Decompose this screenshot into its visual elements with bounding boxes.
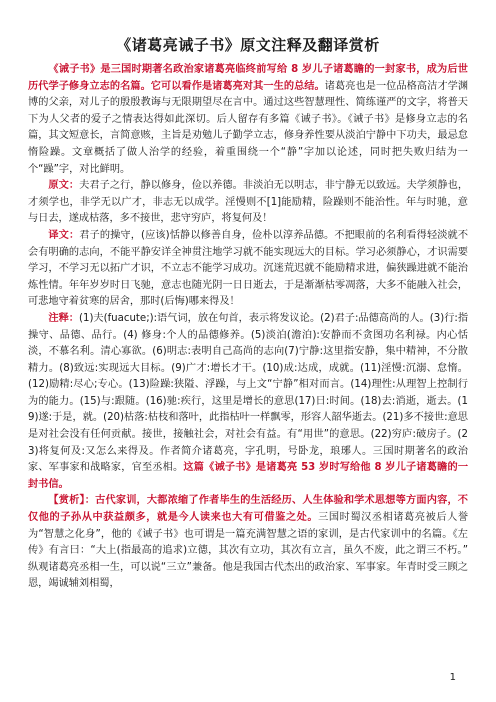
translation-paragraph [28,228,468,311]
translation-label: 译文： [48,229,80,241]
notes-text: (1)夫(fuacute;):语气词，放在句首，表示将发议论。(2)君子:品德高尚的人。(3)行:指操守、品德、品行。(4) 修身:个人的品德修养。(5)淡泊(澹泊):安静而不贪图功名利禄。内心恬淡，不慕名利。清心寡欲。(6)明志:表明自己高尚的志向(7)宁静:这里指安静，集中精神，不分散精力。(8)致远:实现远大目标。(9)广才:增长才干。(10)成:达成，成就。(11)淫慢:沉溺、怠惰。(12)励精:尽心;专心。(13)险躁:狭隘、浮躁，与上文“宁静”相对而言。(14)理性:从理智上控制行为的能力。(15)与:跟随。(16)驰:疾行，这里是增长的意思(17)日:时间。(18)去:消逝，逝去。(19)遂:于是，就。(20)枯落:枯枝和落叶，此指枯叶一样飘零，形容人韶华逝去。(21)多不接世:意思是对社会没有任何贡献。接世，接触社会，对社会有益。有“用世”的意思。(22)穷庐:破房子。(23)将复何及:又怎么来得及。作者简介诸葛亮，字孔明，号卧龙，琅琊人。三国时期著名的政治家、军事家和战略家，官至丞相。 [28,312,469,474]
original-label: 原文： [48,180,80,192]
notes-highlight: 这篇《诫子书》是诸葛亮 53 岁时写给他 8 岁儿子诸葛瞻的一封书信。 [28,462,469,490]
original-text: 夫君子之行，静以修身，俭以养德。非淡泊无以明志，非宁静无以致远。夫学须静也，才须学也，非学无以广才，非志无以成学。淫慢则不[1]能励精，险躁则不能治性。年与时驰，意与日去，遂成枯落，多不接世，悲守穷庐，将复何及！ [28,180,469,225]
original-paragraph [28,178,468,228]
intro-paragraph [28,62,468,178]
appreciation-text: 三国时蜀汉丞相诸葛亮被后人誉为“智慧之化身”，他的《诫子书》也可谓是一篇充满智慧之语的家训，是古代家训中的名篇。《左传》有言曰：“大上(指最高的追求)立德，其次有立功，其次有立言，虽久不废，此之谓三不朽。” 纵观诸葛亮丞相一生，可以说“三立”兼备。他是我国古代杰出的政治家、军事家。年青时受三顾之恩，竭诚辅刘相蜀， [28,512,469,590]
translation-text: 君子的操守，(应该)恬静以修善自身，俭朴以淳养品德。不把眼前的名利看得轻淡就不会有明确的志向，不能平静安详全神贯注地学习就不能实现远大的目标。学习必须静心，才识需要学习，不学习无以拓广才识，不立志不能学习成功。沉迷荒迟就不能励精求进，偏狭躁进就不能治炼性情。年年岁岁时日飞驰，意志也随光阴一日日逝去，于是渐渐枯零凋落，大多不能融入社会，可悲地守着贫寒的居舍，那时(后悔)哪来得及！ [28,229,469,308]
intro-text: 诸葛亮也是一位品格高洁才学渊博的父亲，对儿子的殷殷教诲与无限期望尽在言中。通过这些智慧理性、简练谨严的文字，将普天下为人父者的爱子之情表达得如此深切。后人留存有多篇《诫子书》。《诫子书》是修身立志的名篇，其文短意长，言简意赅，主旨是劝勉儿子勤学立志，修身养性要从淡泊宁静中下功夫，最忌怠惰险躁。文章概括了做人治学的经验，着重围绕一个“静”字加以论述，同时把失败归结为一个“躁”字，对比鲜明。 [28,80,469,175]
notes-label: 注释： [48,312,79,324]
appreciation-highlight: 古代家训，大都浓缩了作者毕生的生活经历、人生体验和学术思想等方面内容，不仅他的子孙从中获益颇多，就是今人读来也大有可借鉴之处。 [28,495,468,524]
document-title: 《诸葛亮诫子书》原文注释及翻译赏析 [116,36,380,54]
page-number: 1 [449,672,456,683]
intro-highlight: 《诫子书》是三国时期著名政治家诸葛亮临终前写给 8 岁儿子诸葛瞻的一封家书，成为后世历代学子修身立志的名篇。它可以看作是诸葛亮对其一生的总结。 [28,64,468,92]
appreciation-label: 【赏析】： [48,495,96,507]
appreciation-paragraph [28,493,468,593]
notes-paragraph [28,311,468,494]
